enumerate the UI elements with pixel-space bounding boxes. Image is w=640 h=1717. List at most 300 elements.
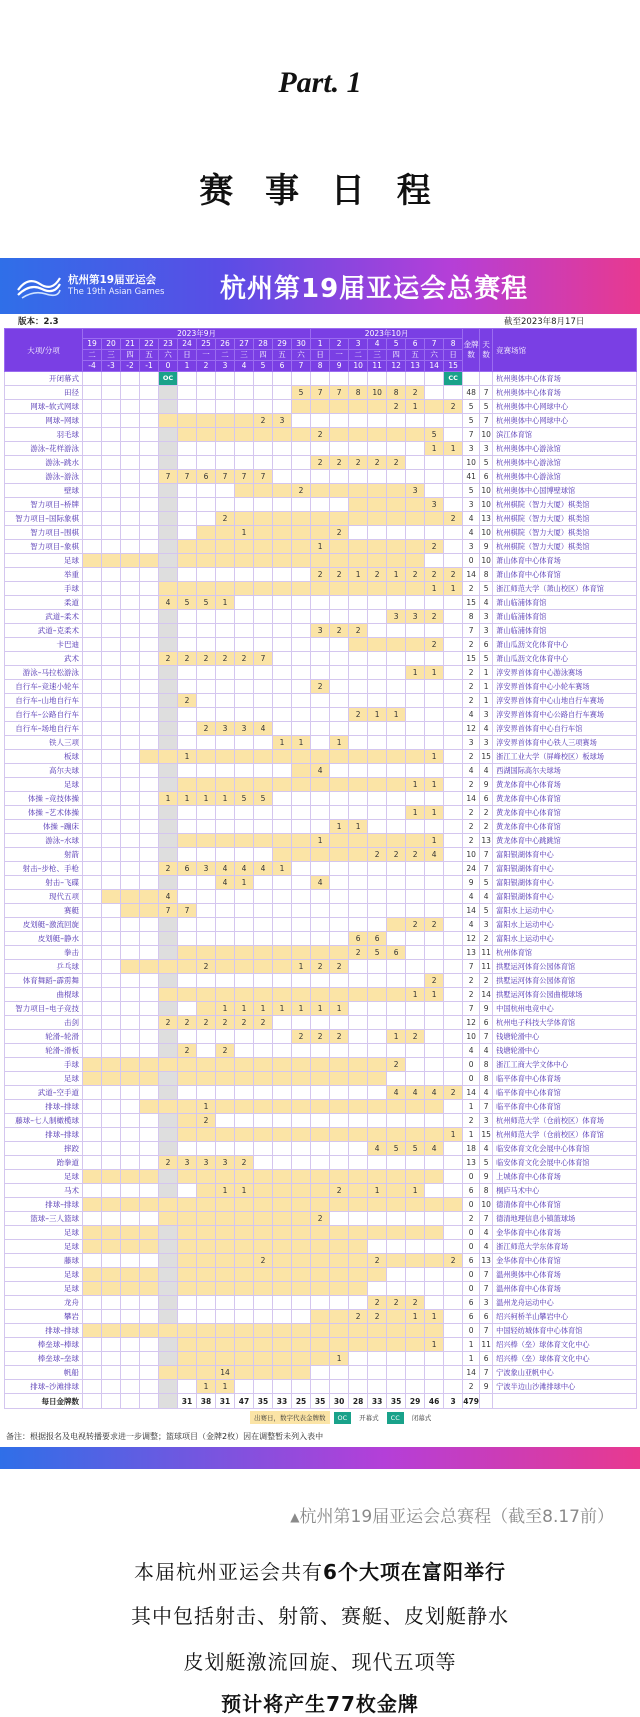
- day-cell: [121, 890, 140, 904]
- day-cell: [159, 624, 178, 638]
- day-cell: [387, 862, 406, 876]
- day-cell: [140, 400, 159, 414]
- day-cell: [178, 932, 197, 946]
- day-cell: 2: [425, 974, 444, 988]
- day-cell: [235, 1100, 254, 1114]
- gold-count: 10: [463, 848, 480, 862]
- day-cell: [83, 1142, 102, 1156]
- day-cell: [197, 764, 216, 778]
- event-name: 游泳–跳水: [5, 456, 83, 470]
- day-cell: [349, 834, 368, 848]
- day-cell: [178, 638, 197, 652]
- day-cell: [387, 834, 406, 848]
- day-cell: [330, 1086, 349, 1100]
- day-cell: [444, 1310, 463, 1324]
- gold-count: [463, 372, 480, 386]
- day-cell: [425, 1156, 444, 1170]
- day-cell: 2: [425, 568, 444, 582]
- day-cell: [140, 1016, 159, 1030]
- day-cell: [216, 456, 235, 470]
- legend-oc-swatch: OC: [334, 1412, 352, 1424]
- day-cell: [140, 1072, 159, 1086]
- schedule-row: [5, 442, 637, 456]
- day-cell: [102, 610, 121, 624]
- day-cell: [444, 1240, 463, 1254]
- days-count: 2: [480, 974, 493, 988]
- schedule-row: [5, 554, 637, 568]
- day-cell: [178, 400, 197, 414]
- event-name: 铁人三项: [5, 736, 83, 750]
- day-cell: [235, 498, 254, 512]
- day-cell: [216, 1100, 235, 1114]
- day-cell: [102, 428, 121, 442]
- day-cell: [368, 414, 387, 428]
- day-cell: [83, 526, 102, 540]
- day-cell: [292, 1016, 311, 1030]
- day-cell: [121, 1380, 140, 1394]
- day-cell: [292, 1044, 311, 1058]
- day-cell: [311, 1296, 330, 1310]
- day-cell: [102, 736, 121, 750]
- day-cell: [197, 582, 216, 596]
- day-cell: [387, 960, 406, 974]
- days-count: 7: [480, 848, 493, 862]
- day-cell: [178, 666, 197, 680]
- day-cell: [368, 806, 387, 820]
- days-count: 9: [480, 540, 493, 554]
- day-cell: [368, 470, 387, 484]
- day-cell: [292, 526, 311, 540]
- day-cell: [121, 1114, 140, 1128]
- day-cell: [349, 1268, 368, 1282]
- day-cell: [102, 1268, 121, 1282]
- day-cell: [159, 610, 178, 624]
- day-cell: [197, 820, 216, 834]
- day-cell: [197, 1002, 216, 1016]
- day-cell: [254, 750, 273, 764]
- day-cell: [159, 1142, 178, 1156]
- day-cell: [121, 694, 140, 708]
- day-cell: [273, 876, 292, 890]
- schedule-note: 备注：根据报名及电视转播要求进一步调整；篮球项目（金牌2枚）因在调整暂未列入表中: [6, 1432, 324, 1441]
- day-cell: 2: [387, 400, 406, 414]
- day-cell: [387, 1198, 406, 1212]
- day-cell: [311, 1198, 330, 1212]
- day-cell: [406, 876, 425, 890]
- day-cell: [273, 1016, 292, 1030]
- day-cell: [311, 1254, 330, 1268]
- day-cell: [425, 1226, 444, 1240]
- schedule-row: [5, 1072, 637, 1086]
- event-name: 体操 –艺术体操: [5, 806, 83, 820]
- venue-name: 萧山临浦体育馆: [493, 610, 637, 624]
- day-cell: [102, 470, 121, 484]
- day-cell: [311, 904, 330, 918]
- venue-name: 杭州棋院（智力大厦）棋类馆: [493, 498, 637, 512]
- date-header: 29: [273, 339, 292, 350]
- day-cell: [197, 554, 216, 568]
- day-cell: [425, 470, 444, 484]
- day-cell: [235, 1030, 254, 1044]
- paragraph-line: [0, 1646, 640, 1675]
- day-cell: 2: [444, 400, 463, 414]
- day-cell: [178, 778, 197, 792]
- day-cell: [330, 1128, 349, 1142]
- schedule-row: [5, 1142, 637, 1156]
- day-cell: [121, 750, 140, 764]
- totals-row: [5, 1394, 637, 1409]
- day-cell: [197, 1086, 216, 1100]
- day-cell: [254, 708, 273, 722]
- day-cell: [254, 820, 273, 834]
- day-cell: [330, 414, 349, 428]
- day-cell: [292, 778, 311, 792]
- day-cell: [425, 400, 444, 414]
- venue-name: 临平体育中心体育场: [493, 1072, 637, 1086]
- day-cell: [197, 624, 216, 638]
- triangle-icon: ▲: [290, 1510, 300, 1524]
- event-name: 排球–沙滩排球: [5, 1380, 83, 1394]
- day-cell: [444, 456, 463, 470]
- day-cell: [273, 764, 292, 778]
- day-cell: [387, 1268, 406, 1282]
- day-cell: [349, 1240, 368, 1254]
- gold-count: 9: [463, 876, 480, 890]
- day-cell: [349, 1184, 368, 1198]
- day-cell: [83, 624, 102, 638]
- day-cell: [178, 456, 197, 470]
- day-cell: [178, 1198, 197, 1212]
- days-count: 10: [480, 526, 493, 540]
- day-cell: [140, 862, 159, 876]
- day-cell: 1: [216, 596, 235, 610]
- day-cell: [273, 1156, 292, 1170]
- day-cell: [159, 484, 178, 498]
- days-count: 4: [480, 890, 493, 904]
- day-cell: [254, 638, 273, 652]
- day-cell: [216, 1212, 235, 1226]
- gold-count: 6: [463, 1310, 480, 1324]
- day-cell: [330, 1296, 349, 1310]
- day-cell: [121, 456, 140, 470]
- day-cell: [292, 582, 311, 596]
- paragraph-line: [0, 1556, 640, 1585]
- day-cell: [140, 918, 159, 932]
- day-cell: 2: [197, 960, 216, 974]
- days-count: 3: [480, 610, 493, 624]
- day-cell: [121, 1016, 140, 1030]
- days-count: 2: [480, 820, 493, 834]
- day-cell: [197, 400, 216, 414]
- schedule-row: [5, 932, 637, 946]
- day-cell: [349, 764, 368, 778]
- day-cell: 2: [425, 610, 444, 624]
- day-cell: [444, 806, 463, 820]
- day-cell: [121, 470, 140, 484]
- day-cell: [216, 666, 235, 680]
- day-cell: [83, 1044, 102, 1058]
- event-name: 射箭: [5, 848, 83, 862]
- day-cell: [235, 512, 254, 526]
- deadline-label: 截至2023年8月17日: [504, 317, 585, 327]
- column-header-event: 大项/分项: [5, 329, 83, 372]
- weekday-header: 一: [330, 350, 349, 361]
- days-count: 8: [480, 1184, 493, 1198]
- day-cell: [178, 1366, 197, 1380]
- day-cell: [330, 498, 349, 512]
- day-cell: [140, 974, 159, 988]
- day-cell: [387, 750, 406, 764]
- day-cell: [216, 974, 235, 988]
- logo-chinese-text: 杭州第19届亚运会: [68, 274, 157, 286]
- date-header: 7: [425, 339, 444, 350]
- gold-count: 4: [463, 708, 480, 722]
- day-cell: [292, 442, 311, 456]
- event-name: 摔跤: [5, 1142, 83, 1156]
- day-cell: 4: [159, 890, 178, 904]
- day-cell: [102, 1044, 121, 1058]
- day-cell: [197, 1240, 216, 1254]
- day-cell: [102, 1114, 121, 1128]
- gold-count: 12: [463, 932, 480, 946]
- day-cell: [349, 680, 368, 694]
- day-cell: 2: [216, 1044, 235, 1058]
- schedule-row: [5, 512, 637, 526]
- day-cell: 2: [368, 1254, 387, 1268]
- day-cell: [235, 1310, 254, 1324]
- day-cell: [121, 652, 140, 666]
- schedule-row: [5, 862, 637, 876]
- day-cell: 2: [216, 512, 235, 526]
- day-cell: [368, 1086, 387, 1100]
- gold-count: 4: [463, 512, 480, 526]
- day-cell: [140, 1212, 159, 1226]
- day-cell: [121, 666, 140, 680]
- day-cell: 2: [444, 1254, 463, 1268]
- days-count: 11: [480, 946, 493, 960]
- day-cell: [425, 1366, 444, 1380]
- day-cell: [444, 778, 463, 792]
- day-cell: [273, 1296, 292, 1310]
- days-count: 3: [480, 708, 493, 722]
- day-cell: [140, 778, 159, 792]
- day-cell: 2: [292, 484, 311, 498]
- day-cell: [254, 1212, 273, 1226]
- day-cell: [121, 974, 140, 988]
- day-cell: [140, 1184, 159, 1198]
- day-cell: [159, 1268, 178, 1282]
- day-index-header: 5: [254, 361, 273, 372]
- event-name: 足球: [5, 1226, 83, 1240]
- day-cell: [292, 414, 311, 428]
- day-cell: 1: [235, 876, 254, 890]
- day-cell: [197, 1366, 216, 1380]
- event-name: 排球–排球: [5, 1128, 83, 1142]
- day-cell: [83, 1380, 102, 1394]
- daily-gold-total: 31: [178, 1394, 197, 1409]
- day-cell: [159, 1002, 178, 1016]
- day-cell: [444, 666, 463, 680]
- day-cell: [159, 694, 178, 708]
- day-cell: [83, 1310, 102, 1324]
- day-cell: [197, 1296, 216, 1310]
- day-cell: [273, 1184, 292, 1198]
- day-cell: [330, 442, 349, 456]
- day-cell: 3: [197, 1156, 216, 1170]
- day-cell: [216, 386, 235, 400]
- day-cell: [254, 1058, 273, 1072]
- day-cell: [330, 862, 349, 876]
- day-cell: [121, 554, 140, 568]
- day-cell: [102, 1352, 121, 1366]
- day-cell: [83, 736, 102, 750]
- day-cell: [235, 666, 254, 680]
- gold-count: 1: [463, 1352, 480, 1366]
- day-cell: [83, 778, 102, 792]
- day-cell: [216, 1086, 235, 1100]
- day-cell: 3: [273, 414, 292, 428]
- day-cell: [102, 372, 121, 386]
- day-cell: [368, 624, 387, 638]
- days-count: 6: [480, 792, 493, 806]
- day-cell: [254, 1072, 273, 1086]
- day-cell: [292, 1226, 311, 1240]
- event-name: 柔道: [5, 596, 83, 610]
- day-cell: [273, 1352, 292, 1366]
- day-cell: [273, 834, 292, 848]
- day-cell: [330, 988, 349, 1002]
- event-name: 篮球–三人篮球: [5, 1212, 83, 1226]
- day-cell: [83, 820, 102, 834]
- date-header: 20: [102, 339, 121, 350]
- day-index-header: 1: [178, 361, 197, 372]
- day-cell: [425, 1002, 444, 1016]
- schedule-row: [5, 792, 637, 806]
- day-cell: [330, 1226, 349, 1240]
- day-cell: 2: [235, 1016, 254, 1030]
- day-cell: 3: [406, 610, 425, 624]
- day-cell: [235, 1198, 254, 1212]
- day-index-header: 12: [387, 361, 406, 372]
- day-cell: [273, 946, 292, 960]
- schedule-row: [5, 918, 637, 932]
- day-cell: [273, 1268, 292, 1282]
- day-cell: [159, 1366, 178, 1380]
- day-cell: [368, 498, 387, 512]
- day-cell: [140, 540, 159, 554]
- day-cell: [387, 694, 406, 708]
- day-cell: [368, 918, 387, 932]
- day-cell: [349, 1282, 368, 1296]
- gold-count: 14: [463, 904, 480, 918]
- venue-name: 临安体育文化会展中心体育馆: [493, 1142, 637, 1156]
- weekday-header: 三: [235, 350, 254, 361]
- day-cell: [254, 484, 273, 498]
- day-cell: [387, 722, 406, 736]
- day-cell: [311, 1380, 330, 1394]
- day-cell: [178, 1128, 197, 1142]
- day-cell: [83, 708, 102, 722]
- day-cell: [254, 498, 273, 512]
- venue-name: 杭州体育馆: [493, 946, 637, 960]
- day-cell: 4: [425, 1142, 444, 1156]
- day-cell: [387, 1310, 406, 1324]
- day-cell: [121, 736, 140, 750]
- day-cell: [102, 918, 121, 932]
- day-cell: [216, 568, 235, 582]
- day-cell: [349, 694, 368, 708]
- day-cell: [273, 1114, 292, 1128]
- day-cell: [83, 498, 102, 512]
- day-cell: [83, 1240, 102, 1254]
- day-cell: [330, 1240, 349, 1254]
- day-cell: [254, 386, 273, 400]
- day-cell: [102, 652, 121, 666]
- day-cell: [140, 1240, 159, 1254]
- day-cell: [330, 1212, 349, 1226]
- gold-count: 7: [463, 428, 480, 442]
- day-cell: [178, 414, 197, 428]
- day-cell: [425, 890, 444, 904]
- day-cell: [292, 1170, 311, 1184]
- day-cell: 2: [254, 1016, 273, 1030]
- day-cell: [235, 1044, 254, 1058]
- venue-name: 富阳银湖体育中心: [493, 848, 637, 862]
- day-cell: [197, 638, 216, 652]
- daily-gold-total: 38: [197, 1394, 216, 1409]
- days-count: 9: [480, 1002, 493, 1016]
- day-cell: 2: [387, 1296, 406, 1310]
- schedule-row: [5, 568, 637, 582]
- day-cell: [254, 1268, 273, 1282]
- day-cell: [102, 1170, 121, 1184]
- day-cell: [387, 918, 406, 932]
- venue-name: 富阳银湖体育中心: [493, 890, 637, 904]
- day-cell: [159, 498, 178, 512]
- day-cell: 7: [178, 470, 197, 484]
- day-cell: 8: [349, 386, 368, 400]
- version-label: 版本：2.3: [18, 317, 59, 327]
- schedule-row: [5, 1198, 637, 1212]
- day-cell: [140, 848, 159, 862]
- day-cell: [235, 1058, 254, 1072]
- day-cell: 2: [311, 456, 330, 470]
- days-count: 10: [480, 484, 493, 498]
- day-cell: [216, 540, 235, 554]
- day-cell: [425, 792, 444, 806]
- schedule-row: [5, 1282, 637, 1296]
- day-cell: [273, 694, 292, 708]
- days-count: 3: [480, 736, 493, 750]
- day-cell: [349, 596, 368, 610]
- venue-name: 中国轻纺城体育中心体育馆: [493, 1324, 637, 1338]
- day-cell: [406, 470, 425, 484]
- date-header: 27: [235, 339, 254, 350]
- day-cell: [178, 554, 197, 568]
- schedule-row: [5, 1184, 637, 1198]
- gold-count: 24: [463, 862, 480, 876]
- day-cell: [387, 1016, 406, 1030]
- day-cell: [140, 1156, 159, 1170]
- day-cell: 1: [273, 862, 292, 876]
- day-cell: [178, 946, 197, 960]
- day-cell: [254, 1198, 273, 1212]
- schedule-row: [5, 456, 637, 470]
- day-cell: [368, 1352, 387, 1366]
- para-text: 其中包括射击、射箭、赛艇、皮划艇静水: [131, 1604, 509, 1628]
- day-cell: [330, 890, 349, 904]
- day-cell: [292, 806, 311, 820]
